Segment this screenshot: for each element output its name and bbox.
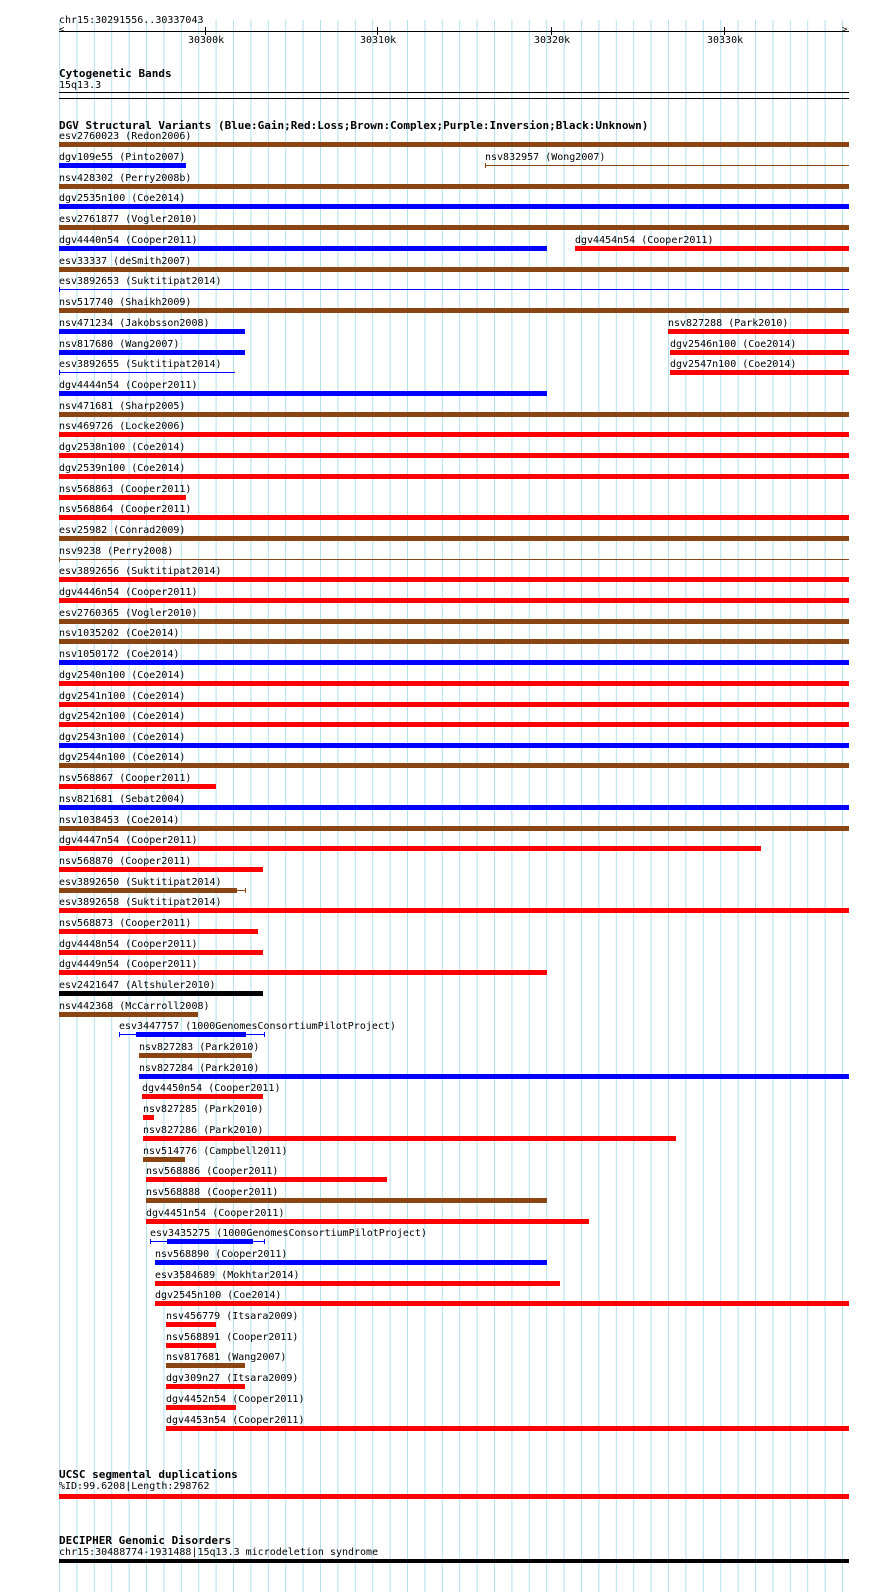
feature-label: dgv109e55 (Pinto2007) <box>59 152 186 163</box>
feature-label: nsv471681 (Sharp2005) <box>59 401 186 412</box>
feature-label: esv3892655 (Suktitipat2014) <box>59 359 222 370</box>
feature-line[interactable] <box>59 289 849 290</box>
feature-label: dgv4454n54 (Cooper2011) <box>575 235 714 246</box>
feature-bar[interactable] <box>146 1177 387 1182</box>
feature-bar[interactable] <box>155 1281 560 1286</box>
feature-label: esv3892653 (Suktitipat2014) <box>59 276 222 287</box>
feature-bar[interactable] <box>143 1136 676 1141</box>
feature-bar[interactable] <box>59 846 761 851</box>
feature-bar[interactable] <box>59 184 849 189</box>
feature-line[interactable] <box>59 559 849 560</box>
feature-label: dgv2540n100 (Coe2014) <box>59 670 186 681</box>
feature-label: dgv2541n100 (Coe2014) <box>59 691 186 702</box>
feature-bar[interactable] <box>142 1094 263 1099</box>
feature-label: esv2760365 (Vogler2010) <box>59 608 198 619</box>
feature-label: dgv4444n54 (Cooper2011) <box>59 380 198 391</box>
locus-label: chr15:30291556..30337043 <box>59 15 204 26</box>
feature-label: nsv1035202 (Coe2014) <box>59 628 180 639</box>
feature-label: nsv456779 (Itsara2009) <box>166 1311 299 1322</box>
feature-label: dgv309n27 (Itsara2009) <box>166 1373 299 1384</box>
feature-label: nsv469726 (Locke2006) <box>59 421 186 432</box>
feature-label: nsv821681 (Sebat2004) <box>59 794 186 805</box>
feature-label: esv3892650 (Suktitipat2014) <box>59 877 222 888</box>
track-title: Cytogenetic Bands <box>59 67 172 80</box>
ruler-arrow-left: < <box>59 25 65 35</box>
feature-label: esv3584689 (Mokhtar2014) <box>155 1270 300 1281</box>
feature-bar[interactable] <box>139 1053 252 1058</box>
feature-cap <box>59 370 60 375</box>
feature-cap <box>264 1239 265 1244</box>
feature-cap <box>485 163 486 168</box>
track-title: DECIPHER Genomic Disorders <box>59 1534 232 1547</box>
feature-bar[interactable] <box>59 826 849 831</box>
feature-label: nsv517740 (Shaikh2009) <box>59 297 192 308</box>
feature-bar[interactable] <box>143 1115 154 1120</box>
feature-bar[interactable] <box>59 412 849 417</box>
feature-label: dgv4446n54 (Cooper2011) <box>59 587 198 598</box>
decipher-bar[interactable] <box>59 1559 849 1563</box>
band-line <box>59 98 849 99</box>
feature-label: esv2760023 (Redon2006) <box>59 131 192 142</box>
feature-bar[interactable] <box>155 1260 547 1265</box>
ruler-axis <box>59 31 849 32</box>
feature-label: nsv568863 (Cooper2011) <box>59 484 192 495</box>
feature-bar[interactable] <box>59 329 245 334</box>
feature-label: nsv827285 (Park2010) <box>143 1104 264 1115</box>
feature-label: dgv2544n100 (Coe2014) <box>59 752 186 763</box>
feature-label: nsv1050172 (Coe2014) <box>59 649 180 660</box>
feature-label: dgv4448n54 (Cooper2011) <box>59 939 198 950</box>
feature-bar[interactable] <box>166 1384 245 1389</box>
feature-bar[interactable] <box>139 1074 849 1079</box>
feature-label: dgv2545n100 (Coe2014) <box>155 1290 282 1301</box>
track-title: UCSC segmental duplications <box>59 1468 238 1481</box>
feature-label: nsv568867 (Cooper2011) <box>59 773 192 784</box>
segdup-bar[interactable] <box>59 1494 849 1499</box>
feature-label: dgv2547n100 (Coe2014) <box>670 359 797 370</box>
feature-label: nsv568864 (Cooper2011) <box>59 504 192 515</box>
feature-label: nsv817680 (Wang2007) <box>59 339 180 350</box>
feature-bar[interactable] <box>59 1012 198 1017</box>
feature-bar[interactable] <box>59 784 216 789</box>
feature-bar[interactable] <box>59 660 849 665</box>
feature-bar[interactable] <box>59 970 547 975</box>
feature-bar[interactable] <box>668 329 849 334</box>
feature-label: nsv817681 (Wang2007) <box>166 1352 287 1363</box>
feature-cap <box>59 557 60 562</box>
feature-label: nsv1038453 (Coe2014) <box>59 815 180 826</box>
feature-bar[interactable] <box>59 350 245 355</box>
feature-label: nsv568886 (Cooper2011) <box>146 1166 279 1177</box>
feature-label: nsv471234 (Jakobsson2008) <box>59 318 210 329</box>
feature-label: nsv827286 (Park2010) <box>143 1125 264 1136</box>
ruler-tick-label: 30330k <box>707 35 744 46</box>
feature-label: dgv4451n54 (Cooper2011) <box>146 1208 285 1219</box>
feature-bar[interactable] <box>59 681 849 686</box>
feature-cap <box>264 1032 265 1037</box>
feature-bar[interactable] <box>59 163 186 168</box>
feature-bar[interactable] <box>59 536 849 541</box>
feature-label: nsv514776 (Campbell2011) <box>143 1146 288 1157</box>
feature-bar[interactable] <box>59 888 237 893</box>
decipher-label: chr15:30488774-1931488|15q13.3 microdeletion syndrome <box>59 1547 379 1558</box>
feature-label: esv2421647 (Altshuler2010) <box>59 980 216 991</box>
ruler-tick-label: 30310k <box>360 35 397 46</box>
feature-cap <box>245 888 246 893</box>
feature-label: dgv2546n100 (Coe2014) <box>670 339 797 350</box>
feature-bar[interactable] <box>59 225 849 230</box>
feature-label: nsv9238 (Perry2008) <box>59 546 174 557</box>
feature-bar[interactable] <box>59 142 849 147</box>
feature-bar[interactable] <box>59 929 258 934</box>
ruler-tick-label: 30300k <box>188 35 225 46</box>
feature-bar[interactable] <box>575 246 849 251</box>
feature-bar[interactable] <box>167 1239 253 1244</box>
feature-label: nsv568873 (Cooper2011) <box>59 918 192 929</box>
feature-bar[interactable] <box>166 1363 245 1368</box>
band-label: 15q13.3 <box>59 80 102 91</box>
band-line <box>59 92 849 93</box>
feature-label: nsv827284 (Park2010) <box>139 1063 260 1074</box>
feature-cap <box>119 1032 120 1037</box>
feature-cap <box>59 888 60 893</box>
feature-label: nsv442368 (McCarroll2008) <box>59 1001 210 1012</box>
feature-bar[interactable] <box>166 1426 849 1431</box>
feature-label: dgv2535n100 (Coe2014) <box>59 193 186 204</box>
feature-bar[interactable] <box>146 1219 589 1224</box>
feature-label: esv33337 (deSmith2007) <box>59 256 192 267</box>
feature-label: esv3447757 (1000GenomesConsortiumPilotProject) <box>119 1021 396 1032</box>
feature-label: dgv2538n100 (Coe2014) <box>59 442 186 453</box>
feature-bar[interactable] <box>59 950 263 955</box>
ruler-arrow-right: > <box>842 25 848 35</box>
feature-bar[interactable] <box>59 515 849 520</box>
feature-bar[interactable] <box>59 204 849 209</box>
feature-label: nsv568870 (Cooper2011) <box>59 856 192 867</box>
feature-bar[interactable] <box>59 267 849 272</box>
feature-label: nsv568890 (Cooper2011) <box>155 1249 288 1260</box>
feature-bar[interactable] <box>59 702 849 707</box>
feature-bar[interactable] <box>59 391 547 396</box>
feature-label: esv3435275 (1000GenomesConsortiumPilotProject) <box>150 1228 427 1239</box>
feature-cap <box>150 1239 151 1244</box>
feature-bar[interactable] <box>166 1322 216 1327</box>
feature-label: nsv568891 (Cooper2011) <box>166 1332 299 1343</box>
feature-label: esv2761877 (Vogler2010) <box>59 214 198 225</box>
feature-label: dgv2542n100 (Coe2014) <box>59 711 186 722</box>
feature-bar[interactable] <box>59 474 849 479</box>
feature-label: nsv827288 (Park2010) <box>668 318 789 329</box>
feature-bar[interactable] <box>59 763 849 768</box>
feature-label: nsv827283 (Park2010) <box>139 1042 260 1053</box>
feature-bar[interactable] <box>59 991 263 996</box>
feature-label: dgv4450n54 (Cooper2011) <box>142 1083 281 1094</box>
feature-bar[interactable] <box>59 308 849 313</box>
feature-bar[interactable] <box>59 598 849 603</box>
feature-cap <box>59 287 60 292</box>
feature-bar[interactable] <box>59 495 186 500</box>
feature-label: dgv4440n54 (Cooper2011) <box>59 235 198 246</box>
feature-bar[interactable] <box>59 432 849 437</box>
feature-bar[interactable] <box>59 619 849 624</box>
feature-bar[interactable] <box>59 805 849 810</box>
feature-bar[interactable] <box>59 908 849 913</box>
feature-bar[interactable] <box>166 1405 236 1410</box>
feature-bar[interactable] <box>59 639 849 644</box>
feature-bar[interactable] <box>59 867 263 872</box>
feature-bar[interactable] <box>59 722 849 727</box>
feature-label: esv3892658 (Suktitipat2014) <box>59 897 222 908</box>
feature-label: nsv832957 (Wong2007) <box>485 152 606 163</box>
feature-bar[interactable] <box>166 1343 216 1348</box>
feature-bar[interactable] <box>59 246 547 251</box>
feature-bar[interactable] <box>59 577 849 582</box>
feature-bar[interactable] <box>59 453 849 458</box>
feature-bar[interactable] <box>136 1032 246 1037</box>
feature-label: nsv428302 (Perry2008b) <box>59 173 192 184</box>
feature-label: dgv4452n54 (Cooper2011) <box>166 1394 305 1405</box>
feature-label: nsv568888 (Cooper2011) <box>146 1187 279 1198</box>
feature-label: dgv2543n100 (Coe2014) <box>59 732 186 743</box>
feature-label: esv25982 (Conrad2009) <box>59 525 186 536</box>
feature-label: dgv4453n54 (Cooper2011) <box>166 1415 305 1426</box>
feature-bar[interactable] <box>59 743 849 748</box>
feature-bar[interactable] <box>146 1198 547 1203</box>
feature-label: dgv4449n54 (Cooper2011) <box>59 959 198 970</box>
feature-line[interactable] <box>485 165 849 166</box>
ruler-tick-label: 30320k <box>534 35 571 46</box>
segdup-label: %ID:99.6208|Length:298762 <box>59 1481 210 1492</box>
feature-bar[interactable] <box>670 350 849 355</box>
feature-bar[interactable] <box>670 370 849 375</box>
feature-label: esv3892656 (Suktitipat2014) <box>59 566 222 577</box>
feature-line[interactable] <box>59 372 235 373</box>
track-title: DGV Structural Variants (Blue:Gain;Red:Loss;Brown:Complex;Purple:Inversion;Black:Unknown) <box>59 119 649 132</box>
feature-label: dgv2539n100 (Coe2014) <box>59 463 186 474</box>
feature-bar[interactable] <box>143 1157 185 1162</box>
feature-label: dgv4447n54 (Cooper2011) <box>59 835 198 846</box>
feature-bar[interactable] <box>155 1301 849 1306</box>
